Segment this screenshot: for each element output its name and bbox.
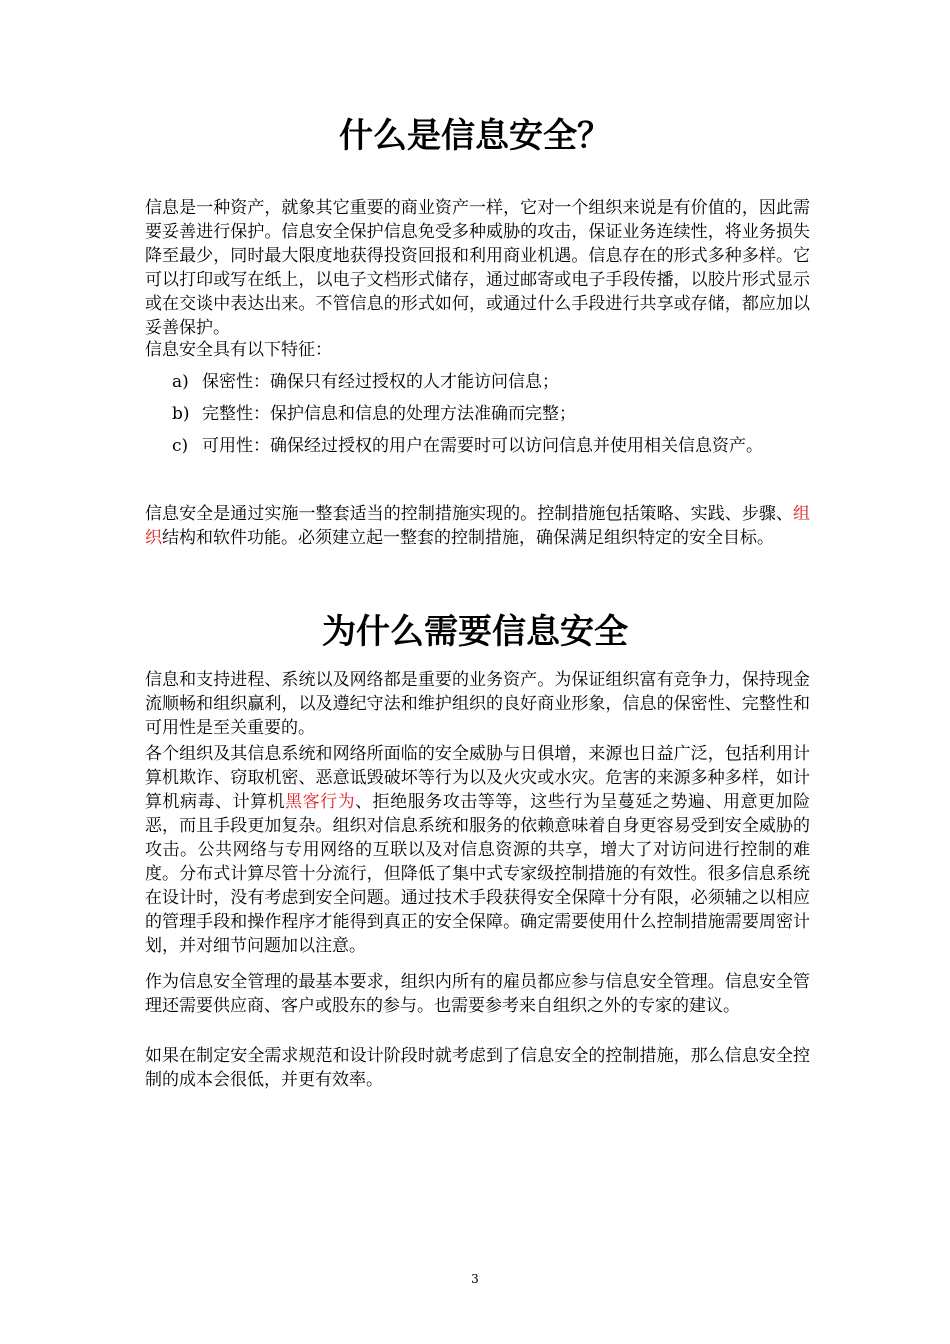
organization-link[interactable]: 组织 — [145, 504, 810, 548]
text-run: 、拒绝服务攻击等等，这些行为呈蔓延之势遍、用意更加险恶，而且手段更加复杂。组织对信息系统和服务的依赖意味着自身更容易受到安全威胁的攻击。公共网络与专用网络的互联以及对信息资源的共享，增大了对访问进行控制的难度。分布式计算尽管十分流行，但降低了集中式专家级控制措施的有效性。很多信息系统在设计时，没有考虑到安全问题。通过技术手段获得安全保障十分有限，必须辅之以相应的管理手段和操作程序才能得到真正的安全保障。确定需要使用什么控制措施需要周密计划，并对细节问题加以注意。 — [145, 792, 811, 956]
hacker-behavior-link[interactable]: 黑客行为 — [285, 792, 356, 812]
list-marker: a) — [172, 372, 189, 392]
features-list — [145, 370, 810, 466]
section-title-what-is-infosec: 什么是信息安全？ — [339, 116, 611, 156]
list-item — [145, 370, 810, 394]
controls-paragraph — [145, 502, 810, 550]
threats-paragraph — [145, 742, 810, 958]
feature-text: 保密性：确保只有经过授权的人才能访问信息； — [202, 372, 559, 392]
list-marker: b) — [172, 404, 190, 424]
text-run: 各个组织及其信息系统和网络所面临的安全威胁与日俱增，来源也日益广泛，包括利用计算机欺诈、窃取机密、恶意诋毁破坏等行为以及火灾或水灾。危害的来源多种多样，如计算机病毒、计算机 — [145, 744, 810, 812]
section-title-why-infosec: 为什么需要信息安全 — [322, 612, 628, 652]
text-run: 信息安全是通过实施一整套适当的控制措施实现的。控制措施包括策略、实践、步骤、 — [145, 504, 793, 524]
feature-text: 完整性：保护信息和信息的处理方法准确而完整； — [202, 404, 576, 424]
feature-text: 可用性：确保经过授权的用户在需要时可以访问信息并使用相关信息资产。 — [202, 436, 763, 456]
list-item — [145, 434, 810, 458]
text-run: 结构和软件功能。必须建立起一整套的控制措施，确保满足组织特定的安全目标。 — [162, 528, 774, 548]
assets-paragraph: 信息和支持进程、系统以及网络都是重要的业务资产。为保证组织富有竞争力，保持现金流顺畅和组织赢利，以及遵纪守法和维护组织的良好商业形象，信息的保密性、完整性和可用性是至关重要的。 — [145, 670, 810, 738]
list-item — [145, 402, 810, 426]
list-marker: c) — [172, 436, 189, 456]
features-intro: 信息安全具有以下特征： — [145, 340, 332, 360]
cost-paragraph: 如果在制定安全需求规范和设计阶段时就考虑到了信息安全的控制措施，那么信息安全控制的成本会很低，并更有效率。 — [145, 1046, 810, 1090]
intro-paragraph: 信息是一种资产，就象其它重要的商业资产一样，它对一个组织来说是有价值的，因此需要妥善进行保护。信息安全保护信息免受多种威胁的攻击，保证业务连续性，将业务损失降至最少，同时最大限度地获得投资回报和利用商业机遇。信息存在的形式多种多样。它可以打印或写在纸上，以电子文档形式储存，通过邮寄或电子手段传播，以胶片形式显示或在交谈中表达出来。不管信息的形式如何，或通过什么手段进行共享或存储，都应加以妥善保护。 — [145, 198, 810, 338]
page-number: 3 — [471, 1272, 479, 1286]
employees-paragraph: 作为信息安全管理的最基本要求，组织内所有的雇员都应参与信息安全管理。信息安全管理还需要供应商、客户或股东的参与。也需要参考来自组织之外的专家的建议。 — [145, 972, 810, 1016]
